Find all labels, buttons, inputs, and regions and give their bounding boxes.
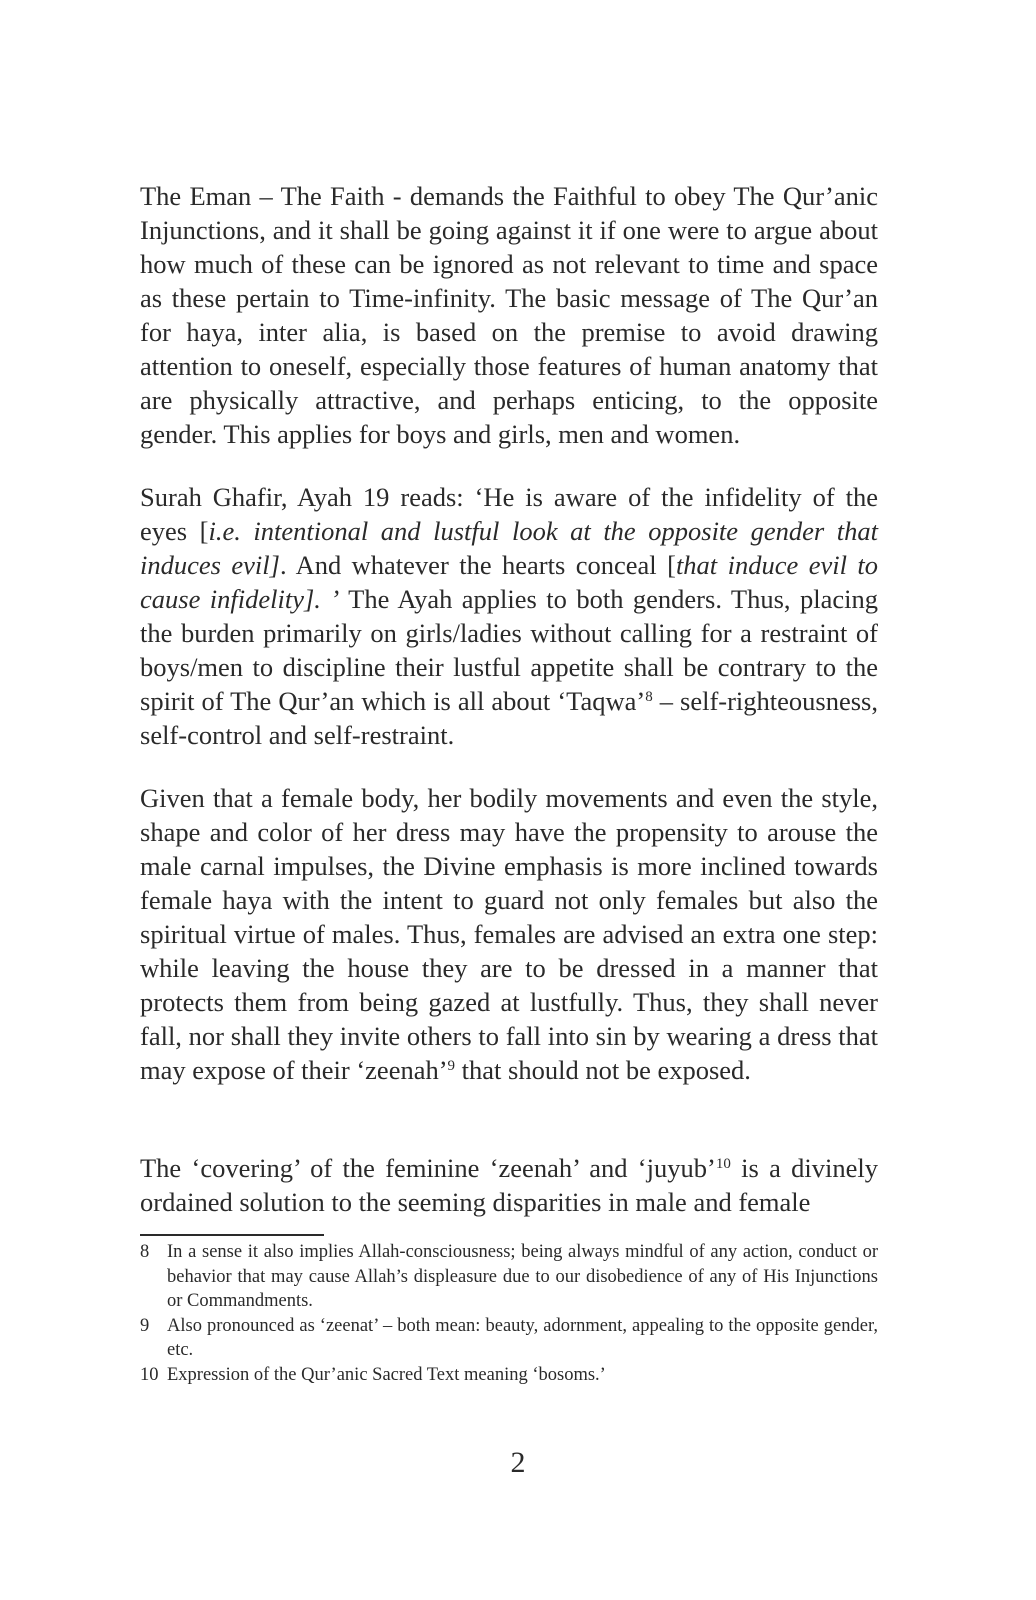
footnote-reference: 9 [447, 1058, 456, 1074]
body-paragraph-2 [140, 480, 878, 752]
paragraph-text: . And whatever the hearts conceal [ [279, 550, 676, 580]
paragraph-text: that should not be exposed. [455, 1055, 751, 1085]
paragraph-text: Given that a female body, her bodily movements and even the style, shape and color of her dress may have the propensity to arouse the male carnal impulses, the Divine emphasis is more inclined towards female haya with the intent to guard not only females but also the spiritual virtue of males. Thus, females are advised an extra one step: while leaving the house they are to be dressed in a manner that protects them from being gazed at lustfully. Thus, they shall never fall, nor shall they invite others to fall into sin by wearing a dress that may expose of their ‘zeenah’ [140, 783, 878, 1085]
footnote-reference: 10 [715, 1156, 731, 1172]
paragraph-text: is a divinely ordained solution to the seeming disparities in male and female [140, 1153, 878, 1217]
paragraph-text: The Ayah applies to both genders. Thus, placing the burden primarily on girls/ladies without calling for a restraint of boys/men to discipline their lustful appetite shall be contrary to the spirit of The Qur’an which is all about ‘Taqwa’ [140, 584, 878, 716]
italic-gloss: that induce evil to cause infidelity]. ’ [140, 550, 878, 614]
paragraph-text: Surah Ghafir, Ayah 19 reads: ‘He is aware of the infidelity of the eyes [ [140, 482, 878, 546]
body-paragraph-3 [140, 781, 878, 1087]
footnote-8 [140, 1240, 878, 1314]
footnotes [140, 1240, 878, 1387]
paragraph-text: The ‘covering’ of the feminine ‘zeenah’ and ‘juyub’ [140, 1153, 716, 1183]
footnote-text: Also pronounced as ‘zeenat’ – both mean: beauty, adornment, appealing to the opposite gender, etc. [167, 1315, 878, 1360]
footnote-text: In a sense it also implies Allah-consciousness; being always mindful of any action, conduct or behavior that may cause Allah’s displeasure due to our disobedience of any of His Injunctions or Commandments. [167, 1242, 878, 1311]
footnote-number: 10 [140, 1364, 159, 1385]
footnote-number: 9 [140, 1315, 150, 1336]
body-paragraph-4 [140, 1151, 878, 1219]
page-number: 2 [510, 1446, 526, 1479]
footnote-9 [140, 1314, 878, 1363]
footnote-10 [140, 1363, 878, 1388]
footnote-divider [140, 1234, 324, 1236]
italic-gloss: i.e. intentional and lustful look at the opposite gender that induces evil] [140, 516, 878, 580]
body-paragraph-1: The Eman – The Faith - demands the Faithful to obey The Qur’anic Injunctions, and it shall be going against it if one were to argue about how much of these can be ignored as not relevant to time and space as these pertain to Time-infinity. The basic message of The Qur’an for haya, inter alia, is based on the premise to avoid drawing attention to oneself, especially those features of human anatomy that are physically attractive, and perhaps enticing, to the opposite gender. This applies for boys and girls, men and women. [140, 181, 878, 449]
paragraph-text: – self-righteousness, self-control and self-restraint. [140, 686, 878, 750]
footnote-number: 8 [140, 1242, 150, 1262]
footnote-text: Expression of the Qur’anic Sacred Text meaning ‘bosoms.’ [167, 1364, 606, 1385]
footnote-reference: 8 [645, 689, 653, 705]
